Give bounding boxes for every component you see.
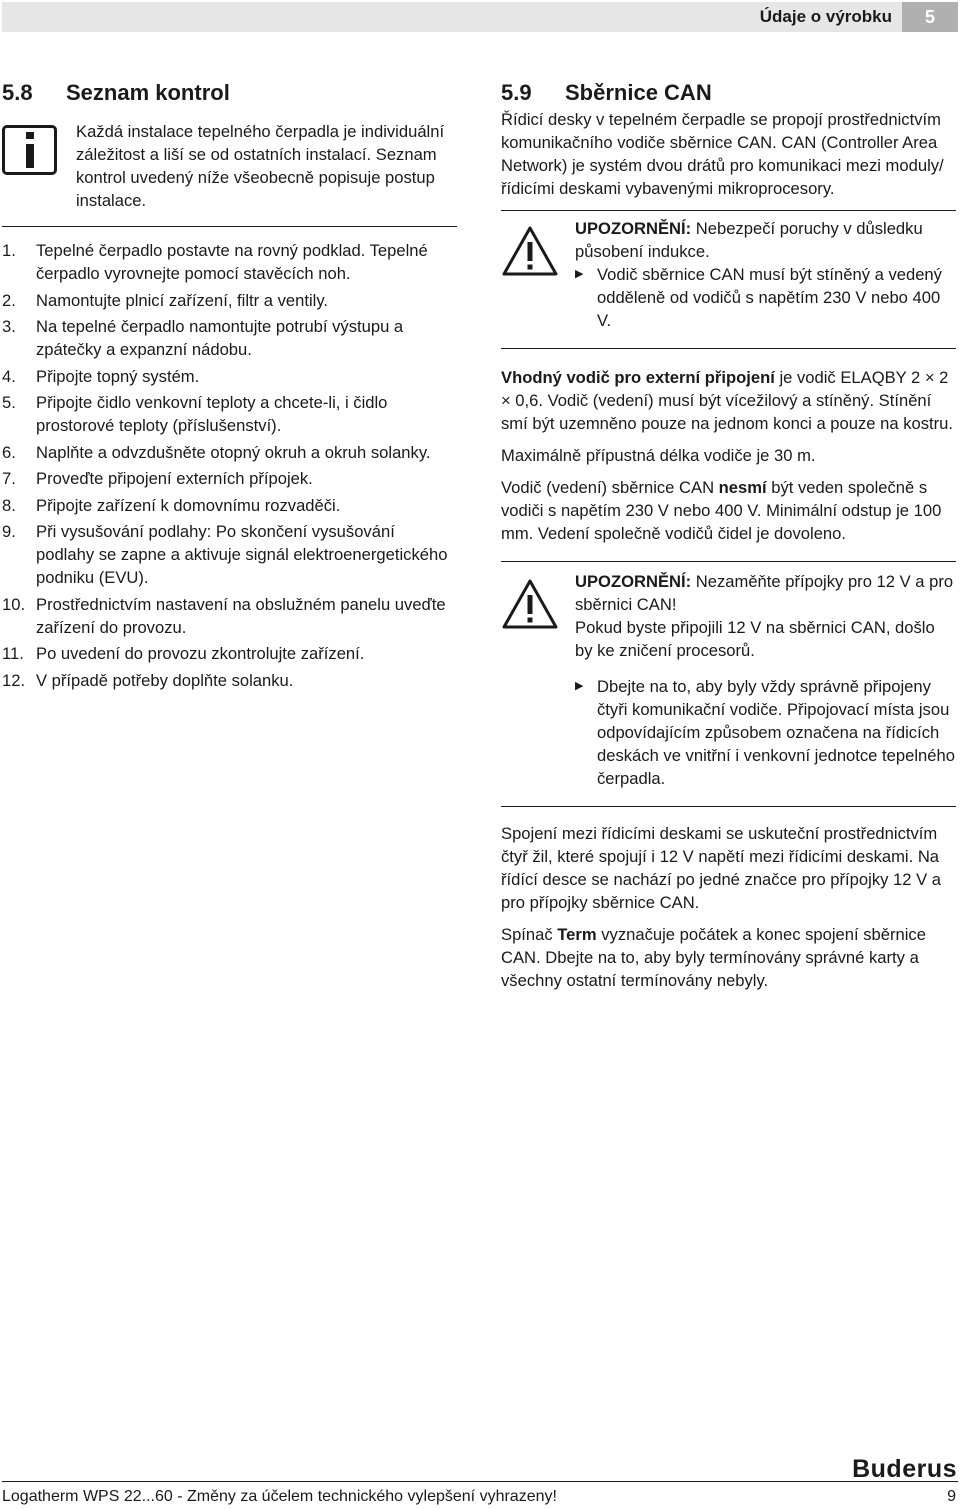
- arrow-bullet-icon: ▶: [575, 268, 584, 280]
- checklist-step: [2, 669, 457, 692]
- step-number: 8.: [2, 495, 16, 515]
- section-title: Seznam kontrol: [66, 80, 230, 105]
- separation-bold: nesmí: [718, 478, 767, 497]
- warning-label: UPOZORNĚNÍ:: [575, 572, 692, 591]
- checklist-step: [2, 391, 457, 437]
- warning-triangle-icon: [501, 578, 559, 630]
- warning-instruction: [575, 675, 956, 790]
- can-intro: Řídicí desky v tepelném čerpadle se propojí prostřednictvím komunikačního vodiče sběrnice CAN. CAN (Controller Area Network) je systém dvou drátů pro komunikaci mezi moduly/řídicími deskami vybavenými mikroprocesory.: [501, 110, 944, 198]
- warning-instruction: [575, 263, 956, 332]
- step-text: Tepelné čerpadlo postavte na rovný podklad. Tepelné čerpadlo vyrovnejte pomocí stavěcích noh.: [36, 241, 428, 283]
- info-text: Každá instalace tepelného čerpadla je individuální záležitost a liší se od ostatních instalací. Seznam kontrol uvedený níže všeobecně popisuje postup instalace.: [76, 122, 445, 210]
- info-note: [2, 120, 457, 227]
- warning-triangle-icon: [501, 225, 559, 277]
- term-text-b: vyznačuje počátek a konec spojení sběrnice CAN. Dbejte na to, aby byly termínovány správné karty a všechny ostatní termínovány nebyly.: [501, 925, 926, 990]
- buderus-logo: Buderus: [852, 1455, 957, 1483]
- section-number: 5.8: [2, 80, 33, 105]
- warning-label: UPOZORNĚNÍ:: [575, 219, 692, 238]
- step-text: Připojte zařízení k domovnímu rozvaděči.: [36, 495, 341, 515]
- checklist-steps: [2, 239, 457, 692]
- checklist-step: [2, 593, 457, 639]
- step-text: Připojte topný systém.: [36, 366, 200, 386]
- checklist-step: [2, 365, 457, 388]
- step-number: 7.: [2, 469, 16, 488]
- step-number: 1.: [2, 241, 16, 260]
- left-column: [2, 78, 457, 695]
- step-text: V případě potřeby doplňte solanku.: [36, 670, 294, 690]
- page-number: 9: [947, 1488, 956, 1505]
- checklist-step: [2, 520, 457, 589]
- step-number: 4.: [2, 366, 16, 386]
- connection-info: Spojení mezi řídicími deskami se uskuteční prostřednictvím čtyř žil, které spojují i 12 V napětí mezi řídicími deskami. Na řídící desce se nachází po jedné značce pro přípojky 12 V a pro přípojky sběrnice CAN.: [501, 824, 941, 912]
- step-text: Proveďte připojení externích přípojek.: [36, 469, 313, 488]
- step-text: Při vysušování podlahy: Po skončení vysušování podlahy se zapne a aktivuje signál elektroenergetického podniku (EVU).: [36, 522, 448, 587]
- step-text: Naplňte a odvzdušněte otopný okruh a okruh solanky.: [36, 442, 431, 462]
- step-number: 2.: [2, 290, 16, 310]
- warning-instruction-text: Vodič sběrnice CAN musí být stíněný a vedený odděleně od vodičů s napětím 230 V nebo 400 V.: [597, 265, 942, 330]
- cable-spec-text: je vodič ELAQBY 2 × 2 × 0,6. Vodič (vedení) musí být vícežilový a stíněný. Stínění smí být uzemněno pouze na jednom konci a pouze na kostru.: [501, 368, 953, 433]
- warning-instruction-text: Dbejte na to, aby byly vždy správně připojeny čtyři komunikační vodiče. Připojovací místa jsou odpovídajícím způsobem označena na řídicích deskách ve vnitřní i venkovní jednotce tepelného čerpadla.: [597, 677, 955, 788]
- warning-connectors: [501, 561, 956, 807]
- chapter-title: Údaje o výrobku: [759, 7, 892, 26]
- page-header: [2, 2, 958, 32]
- term-switch-info: [501, 923, 956, 992]
- step-number: 3.: [2, 317, 16, 336]
- checklist-step: [2, 441, 457, 464]
- separation-note: [501, 476, 956, 545]
- checklist-step: [2, 315, 457, 361]
- section-heading-can-bus: [501, 78, 956, 108]
- step-number: 9.: [2, 522, 16, 541]
- arrow-bullet-icon: ▶: [575, 680, 584, 692]
- step-text: Namontujte plnicí zařízení, filtr a ventily.: [36, 290, 329, 310]
- step-text: Po uvedení do provozu zkontrolujte zařízení.: [36, 644, 365, 663]
- step-text: Připojte čidlo venkovní teploty a chcete-li, i čidlo prostorové teploty (příslušenství).: [36, 393, 388, 435]
- section-number: 5.9: [501, 80, 532, 105]
- step-number: 6.: [2, 442, 16, 462]
- step-number: 12.: [2, 670, 26, 690]
- checklist-step: [2, 289, 457, 312]
- step-number: 10.: [2, 594, 26, 614]
- cable-spec-bold: Vhodný vodič pro externí připojení: [501, 368, 775, 387]
- step-number: 11.: [2, 644, 24, 663]
- section-title: Sběrnice CAN: [565, 80, 712, 105]
- info-icon: [2, 125, 57, 175]
- right-column: [501, 78, 956, 992]
- checklist-step: [2, 239, 457, 285]
- step-text: Na tepelné čerpadlo namontujte potrubí výstupu a zpátečky a expanzní nádobu.: [36, 317, 404, 359]
- checklist-step: [2, 494, 457, 517]
- term-bold: Term: [557, 925, 597, 944]
- max-length: Maximálně přípustná délka vodiče je 30 m.: [501, 446, 816, 465]
- warning-induction: [501, 210, 956, 349]
- footer-text: Logatherm WPS 22...60 - Změny za účelem technického vylepšení vyhrazeny!: [2, 1488, 557, 1505]
- step-text: Prostřednictvím nastavení na obslužném panelu uveďte zařízení do provozu.: [36, 594, 446, 637]
- warning-head: Nebezpečí poruchy v důsledku působení indukce.: [575, 219, 923, 261]
- checklist-step: [2, 467, 457, 490]
- separation-text-b: být veden společně s vodiči s napětím 230 V nebo 400 V. Minimální odstup je 100 mm. Vedení společně vodičů čidel je dovoleno.: [501, 478, 942, 543]
- warning-head: Nezaměňte přípojky pro 12 V a pro sběrnici CAN!: [575, 572, 954, 614]
- chapter-number: 5: [902, 2, 958, 32]
- checklist-step: [2, 642, 457, 665]
- footer-divider: [2, 1481, 958, 1482]
- warning-consequence: Pokud byste připojili 12 V na sběrnici CAN, došlo by ke zničení procesorů.: [575, 618, 935, 660]
- cable-spec: [501, 366, 956, 435]
- term-text-a: Spínač: [501, 925, 558, 944]
- step-number: 5.: [2, 393, 16, 412]
- separation-text-a: Vodič (vedení) sběrnice CAN: [501, 478, 719, 497]
- section-heading-checklist: [2, 78, 457, 108]
